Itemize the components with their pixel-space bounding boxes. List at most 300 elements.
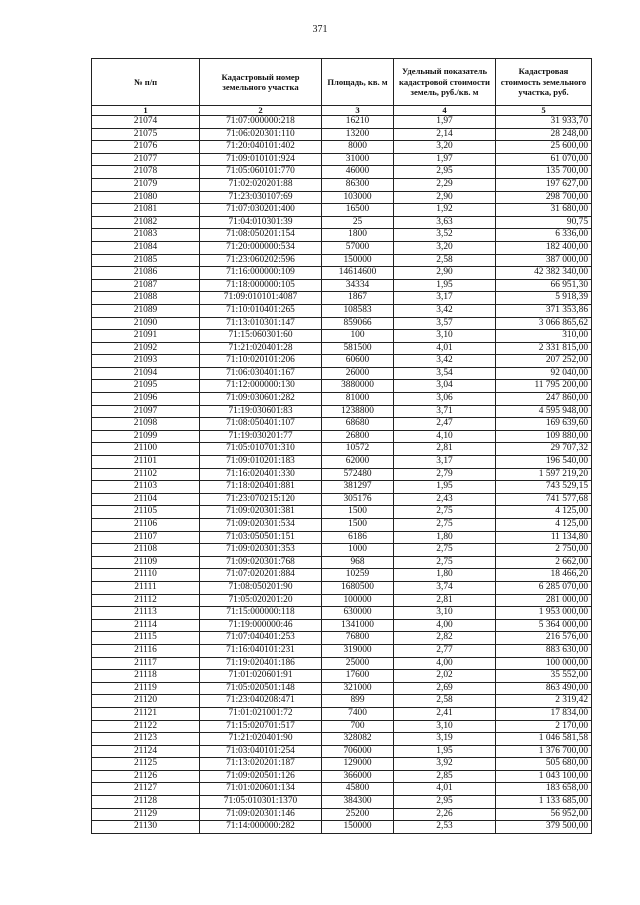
cadastral-number-cell: 71:09:020301:353 bbox=[200, 544, 322, 557]
area-cell: 68680 bbox=[322, 418, 394, 431]
area-cell: 26800 bbox=[322, 430, 394, 443]
unit-value-cell: 2,26 bbox=[394, 808, 496, 821]
unit-value-cell: 3,52 bbox=[394, 229, 496, 242]
row-number-cell: 21123 bbox=[92, 733, 200, 746]
cadastral-number-cell: 71:07:030201:400 bbox=[200, 204, 322, 217]
unit-value-cell: 2,69 bbox=[394, 682, 496, 695]
unit-value-cell: 2,02 bbox=[394, 670, 496, 683]
unit-value-cell: 1,80 bbox=[394, 569, 496, 582]
row-number-cell: 21092 bbox=[92, 342, 200, 355]
table-row bbox=[92, 153, 592, 166]
unit-value-cell: 2,41 bbox=[394, 707, 496, 720]
unit-value-cell: 2,82 bbox=[394, 632, 496, 645]
cadastral-value-cell: 61 070,00 bbox=[496, 153, 592, 166]
unit-value-cell: 4,00 bbox=[394, 619, 496, 632]
page-number: 371 bbox=[312, 24, 328, 35]
row-number-cell: 21095 bbox=[92, 380, 200, 393]
table-row bbox=[92, 216, 592, 229]
unit-value-cell: 3,57 bbox=[394, 317, 496, 330]
area-cell: 81000 bbox=[322, 393, 394, 406]
cadastral-value-cell: 25 600,00 bbox=[496, 141, 592, 154]
table-row bbox=[92, 707, 592, 720]
unit-value-cell: 3,74 bbox=[394, 581, 496, 594]
table-row bbox=[92, 191, 592, 204]
table-row bbox=[92, 607, 592, 620]
unit-value-cell: 2,95 bbox=[394, 166, 496, 179]
row-number-cell: 21081 bbox=[92, 204, 200, 217]
area-cell: 129000 bbox=[322, 758, 394, 771]
row-number-cell: 21110 bbox=[92, 569, 200, 582]
cadastral-number-cell: 71:09:010201:183 bbox=[200, 456, 322, 469]
cadastral-value-cell: 56 952,00 bbox=[496, 808, 592, 821]
cadastral-value-cell: 741 577,68 bbox=[496, 493, 592, 506]
row-number-cell: 21090 bbox=[92, 317, 200, 330]
cadastral-number-cell: 71:14:000000:282 bbox=[200, 821, 322, 834]
cadastral-value-cell: 1 043 100,00 bbox=[496, 770, 592, 783]
table-row bbox=[92, 367, 592, 380]
area-cell: 1867 bbox=[322, 292, 394, 305]
area-cell: 7400 bbox=[322, 707, 394, 720]
cadastral-number-cell: 71:07:040401:253 bbox=[200, 632, 322, 645]
area-cell: 60600 bbox=[322, 355, 394, 368]
area-cell: 25 bbox=[322, 216, 394, 229]
cadastral-number-cell: 71:07:000000:218 bbox=[200, 116, 322, 129]
cadastral-value-cell: 92 040,00 bbox=[496, 367, 592, 380]
column-number: 4 bbox=[394, 106, 496, 116]
cadastral-value-cell: 2 319,42 bbox=[496, 695, 592, 708]
row-number-cell: 21126 bbox=[92, 770, 200, 783]
table-row bbox=[92, 770, 592, 783]
cadastral-value-cell: 298 700,00 bbox=[496, 191, 592, 204]
area-cell: 25200 bbox=[322, 808, 394, 821]
row-number-cell: 21087 bbox=[92, 279, 200, 292]
cadastral-number-cell: 71:23:030107:69 bbox=[200, 191, 322, 204]
row-number-cell: 21107 bbox=[92, 531, 200, 544]
unit-value-cell: 1,97 bbox=[394, 153, 496, 166]
table-row bbox=[92, 178, 592, 191]
area-cell: 859066 bbox=[322, 317, 394, 330]
row-number-cell: 21112 bbox=[92, 594, 200, 607]
cadastral-value-cell: 31 933,70 bbox=[496, 116, 592, 129]
row-number-cell: 21078 bbox=[92, 166, 200, 179]
area-cell: 581500 bbox=[322, 342, 394, 355]
area-cell: 46000 bbox=[322, 166, 394, 179]
unit-value-cell: 4,01 bbox=[394, 783, 496, 796]
row-number-cell: 21077 bbox=[92, 153, 200, 166]
unit-value-cell: 3,54 bbox=[394, 367, 496, 380]
row-number-cell: 21100 bbox=[92, 443, 200, 456]
cadastral-value-cell: 135 700,00 bbox=[496, 166, 592, 179]
cadastral-value-cell: 109 880,00 bbox=[496, 430, 592, 443]
table-row bbox=[92, 279, 592, 292]
area-cell: 13200 bbox=[322, 128, 394, 141]
row-number-cell: 21094 bbox=[92, 367, 200, 380]
table-row bbox=[92, 304, 592, 317]
row-number-cell: 21119 bbox=[92, 682, 200, 695]
cadastral-value-cell: 207 252,00 bbox=[496, 355, 592, 368]
unit-value-cell: 2,75 bbox=[394, 519, 496, 532]
table-row bbox=[92, 544, 592, 557]
row-number-cell: 21128 bbox=[92, 796, 200, 809]
table-row bbox=[92, 481, 592, 494]
area-cell: 10259 bbox=[322, 569, 394, 582]
table-row bbox=[92, 808, 592, 821]
area-cell: 26000 bbox=[322, 367, 394, 380]
cadastral-value-cell: 90,75 bbox=[496, 216, 592, 229]
cadastral-value-cell: 197 627,00 bbox=[496, 178, 592, 191]
area-cell: 17600 bbox=[322, 670, 394, 683]
cadastral-value-cell: 11 795 200,00 bbox=[496, 380, 592, 393]
table-row bbox=[92, 506, 592, 519]
table-row bbox=[92, 430, 592, 443]
table-row bbox=[92, 569, 592, 582]
cadastral-value-cell: 216 576,00 bbox=[496, 632, 592, 645]
unit-value-cell: 3,04 bbox=[394, 380, 496, 393]
row-number-cell: 21111 bbox=[92, 581, 200, 594]
cadastral-number-cell: 71:06:020301:110 bbox=[200, 128, 322, 141]
unit-value-cell: 1,80 bbox=[394, 531, 496, 544]
cadastral-number-cell: 71:08:050201:90 bbox=[200, 581, 322, 594]
cadastral-value-cell: 1 597 219,20 bbox=[496, 468, 592, 481]
row-number-cell: 21120 bbox=[92, 695, 200, 708]
cadastral-value-cell: 505 680,00 bbox=[496, 758, 592, 771]
unit-value-cell: 3,10 bbox=[394, 720, 496, 733]
cadastral-value-cell: 18 466,20 bbox=[496, 569, 592, 582]
table-row bbox=[92, 355, 592, 368]
cadastral-number-cell: 71:19:000000:46 bbox=[200, 619, 322, 632]
table-row bbox=[92, 531, 592, 544]
row-number-cell: 21113 bbox=[92, 607, 200, 620]
cadastral-value-cell: 183 658,00 bbox=[496, 783, 592, 796]
cadastral-value-cell: 6 285 070,00 bbox=[496, 581, 592, 594]
column-number: 5 bbox=[496, 106, 592, 116]
table-row bbox=[92, 493, 592, 506]
area-cell: 62000 bbox=[322, 456, 394, 469]
cadastral-value-cell: 17 834,00 bbox=[496, 707, 592, 720]
table-row bbox=[92, 456, 592, 469]
row-number-cell: 21076 bbox=[92, 141, 200, 154]
table-row bbox=[92, 682, 592, 695]
unit-value-cell: 4,01 bbox=[394, 342, 496, 355]
cadastral-number-cell: 71:09:020301:146 bbox=[200, 808, 322, 821]
unit-value-cell: 2,81 bbox=[394, 594, 496, 607]
area-cell: 305176 bbox=[322, 493, 394, 506]
unit-value-cell: 3,10 bbox=[394, 607, 496, 620]
cadastral-number-cell: 71:05:010701:310 bbox=[200, 443, 322, 456]
cadastral-value-cell: 743 529,15 bbox=[496, 481, 592, 494]
cadastral-number-cell: 71:09:020301:768 bbox=[200, 556, 322, 569]
area-cell: 100000 bbox=[322, 594, 394, 607]
cadastral-value-cell: 1 953 000,00 bbox=[496, 607, 592, 620]
cadastral-value-cell: 3 066 865,62 bbox=[496, 317, 592, 330]
cadastral-number-cell: 71:16:040101:231 bbox=[200, 644, 322, 657]
unit-value-cell: 2,14 bbox=[394, 128, 496, 141]
row-number-cell: 21086 bbox=[92, 267, 200, 280]
cadastral-number-cell: 71:03:050501:151 bbox=[200, 531, 322, 544]
table-body bbox=[92, 116, 592, 834]
cadastral-value-cell: 66 951,30 bbox=[496, 279, 592, 292]
cadastral-number-cell: 71:08:050201:154 bbox=[200, 229, 322, 242]
cadastral-number-cell: 71:10:010401:265 bbox=[200, 304, 322, 317]
unit-value-cell: 1,95 bbox=[394, 279, 496, 292]
unit-value-cell: 1,97 bbox=[394, 116, 496, 129]
cadastral-value-cell: 2 750,00 bbox=[496, 544, 592, 557]
table-row bbox=[92, 128, 592, 141]
unit-value-cell: 1,95 bbox=[394, 481, 496, 494]
unit-value-cell: 2,58 bbox=[394, 254, 496, 267]
table-row bbox=[92, 695, 592, 708]
row-number-cell: 21109 bbox=[92, 556, 200, 569]
table-row bbox=[92, 821, 592, 834]
area-cell: 1000 bbox=[322, 544, 394, 557]
table-row bbox=[92, 519, 592, 532]
cadastral-number-cell: 71:05:020501:148 bbox=[200, 682, 322, 695]
row-number-cell: 21074 bbox=[92, 116, 200, 129]
row-number-cell: 21129 bbox=[92, 808, 200, 821]
cadastral-number-cell: 71:20:000000:534 bbox=[200, 241, 322, 254]
area-cell: 108583 bbox=[322, 304, 394, 317]
unit-value-cell: 3,17 bbox=[394, 456, 496, 469]
area-cell: 700 bbox=[322, 720, 394, 733]
header-area: Площадь, кв. м bbox=[322, 59, 394, 106]
unit-value-cell: 2,90 bbox=[394, 191, 496, 204]
cadastral-number-cell: 71:08:050401:107 bbox=[200, 418, 322, 431]
cadastral-number-cell: 71:07:020201:884 bbox=[200, 569, 322, 582]
cadastral-value-cell: 379 500,00 bbox=[496, 821, 592, 834]
cadastral-value-cell: 4 125,00 bbox=[496, 519, 592, 532]
cadastral-number-cell: 71:16:000000:109 bbox=[200, 267, 322, 280]
area-cell: 1500 bbox=[322, 506, 394, 519]
table-row bbox=[92, 796, 592, 809]
unit-value-cell: 3,42 bbox=[394, 355, 496, 368]
table-row bbox=[92, 720, 592, 733]
table-row bbox=[92, 254, 592, 267]
area-cell: 34334 bbox=[322, 279, 394, 292]
area-cell: 10572 bbox=[322, 443, 394, 456]
unit-value-cell: 2,43 bbox=[394, 493, 496, 506]
table-row bbox=[92, 443, 592, 456]
unit-value-cell: 2,75 bbox=[394, 544, 496, 557]
area-cell: 630000 bbox=[322, 607, 394, 620]
area-cell: 1341000 bbox=[322, 619, 394, 632]
area-cell: 706000 bbox=[322, 745, 394, 758]
row-number-cell: 21106 bbox=[92, 519, 200, 532]
table-row bbox=[92, 116, 592, 129]
table-row bbox=[92, 758, 592, 771]
cadastral-value-cell: 2 170,00 bbox=[496, 720, 592, 733]
cadastral-number-cell: 71:13:020201:187 bbox=[200, 758, 322, 771]
table-row bbox=[92, 229, 592, 242]
row-number-cell: 21118 bbox=[92, 670, 200, 683]
table-row bbox=[92, 241, 592, 254]
unit-value-cell: 2,58 bbox=[394, 695, 496, 708]
cadastral-number-cell: 71:01:020601:134 bbox=[200, 783, 322, 796]
table-row bbox=[92, 594, 592, 607]
row-number-cell: 21084 bbox=[92, 241, 200, 254]
cadastral-number-cell: 71:05:020201:20 bbox=[200, 594, 322, 607]
area-cell: 1500 bbox=[322, 519, 394, 532]
cadastral-value-cell: 42 382 340,00 bbox=[496, 267, 592, 280]
unit-value-cell: 3,17 bbox=[394, 292, 496, 305]
table-row bbox=[92, 783, 592, 796]
row-number-cell: 21127 bbox=[92, 783, 200, 796]
cadastral-number-cell: 71:18:020401:881 bbox=[200, 481, 322, 494]
area-cell: 899 bbox=[322, 695, 394, 708]
row-number-cell: 21091 bbox=[92, 330, 200, 343]
cadastral-number-cell: 71:04:010301:39 bbox=[200, 216, 322, 229]
cadastral-value-cell: 863 490,00 bbox=[496, 682, 592, 695]
area-cell: 16210 bbox=[322, 116, 394, 129]
unit-value-cell: 3,20 bbox=[394, 141, 496, 154]
row-number-cell: 21075 bbox=[92, 128, 200, 141]
row-number-cell: 21125 bbox=[92, 758, 200, 771]
row-number-cell: 21116 bbox=[92, 644, 200, 657]
unit-value-cell: 2,53 bbox=[394, 821, 496, 834]
table-row bbox=[92, 418, 592, 431]
cadastral-number-cell: 71:23:040208:471 bbox=[200, 695, 322, 708]
cadastral-value-cell: 371 353,86 bbox=[496, 304, 592, 317]
row-number-cell: 21097 bbox=[92, 405, 200, 418]
area-cell: 384300 bbox=[322, 796, 394, 809]
row-number-cell: 21115 bbox=[92, 632, 200, 645]
area-cell: 150000 bbox=[322, 254, 394, 267]
cadastral-number-cell: 71:09:020301:381 bbox=[200, 506, 322, 519]
cadastral-number-cell: 71:21:020401:90 bbox=[200, 733, 322, 746]
unit-value-cell: 3,63 bbox=[394, 216, 496, 229]
cadastral-number-cell: 71:02:020201:88 bbox=[200, 178, 322, 191]
row-number-cell: 21088 bbox=[92, 292, 200, 305]
row-number-cell: 21085 bbox=[92, 254, 200, 267]
cadastral-value-cell: 5 918,39 bbox=[496, 292, 592, 305]
cadastral-value-cell: 6 336,00 bbox=[496, 229, 592, 242]
area-cell: 381297 bbox=[322, 481, 394, 494]
table-row bbox=[92, 619, 592, 632]
area-cell: 150000 bbox=[322, 821, 394, 834]
cadastral-number-cell: 71:18:000000:105 bbox=[200, 279, 322, 292]
row-number-cell: 21117 bbox=[92, 657, 200, 670]
row-number-cell: 21099 bbox=[92, 430, 200, 443]
table-row bbox=[92, 393, 592, 406]
cadastral-number-cell: 71:15:020701:517 bbox=[200, 720, 322, 733]
unit-value-cell: 2,90 bbox=[394, 267, 496, 280]
cadastral-number-cell: 71:09:020501:126 bbox=[200, 770, 322, 783]
table-row bbox=[92, 317, 592, 330]
table-row bbox=[92, 342, 592, 355]
unit-value-cell: 1,92 bbox=[394, 204, 496, 217]
table-row bbox=[92, 292, 592, 305]
row-number-cell: 21121 bbox=[92, 707, 200, 720]
area-cell: 3880000 bbox=[322, 380, 394, 393]
row-number-cell: 21114 bbox=[92, 619, 200, 632]
column-number: 2 bbox=[200, 106, 322, 116]
table-row bbox=[92, 166, 592, 179]
unit-value-cell: 3,71 bbox=[394, 405, 496, 418]
row-number-cell: 21105 bbox=[92, 506, 200, 519]
cadastral-value-cell: 2 662,00 bbox=[496, 556, 592, 569]
row-number-cell: 21130 bbox=[92, 821, 200, 834]
cadastral-value-cell: 35 552,00 bbox=[496, 670, 592, 683]
cadastral-value-cell: 247 860,00 bbox=[496, 393, 592, 406]
unit-value-cell: 4,00 bbox=[394, 657, 496, 670]
area-cell: 1680500 bbox=[322, 581, 394, 594]
area-cell: 319000 bbox=[322, 644, 394, 657]
cadastral-number-cell: 71:19:030601:83 bbox=[200, 405, 322, 418]
cadastral-value-cell: 5 364 000,00 bbox=[496, 619, 592, 632]
cadastral-number-cell: 71:10:020101:206 bbox=[200, 355, 322, 368]
cadastral-value-cell: 31 680,00 bbox=[496, 204, 592, 217]
table-row bbox=[92, 141, 592, 154]
cadastral-number-cell: 71:09:010101:924 bbox=[200, 153, 322, 166]
cadastral-value-cell: 4 595 948,00 bbox=[496, 405, 592, 418]
area-cell: 45800 bbox=[322, 783, 394, 796]
cadastral-value-cell: 387 000,00 bbox=[496, 254, 592, 267]
row-number-cell: 21103 bbox=[92, 481, 200, 494]
unit-value-cell: 2,79 bbox=[394, 468, 496, 481]
row-number-cell: 21096 bbox=[92, 393, 200, 406]
cadastral-value-cell: 281 000,00 bbox=[496, 594, 592, 607]
cadastral-number-cell: 71:13:010301:147 bbox=[200, 317, 322, 330]
unit-value-cell: 4,10 bbox=[394, 430, 496, 443]
unit-value-cell: 2,29 bbox=[394, 178, 496, 191]
unit-value-cell: 2,85 bbox=[394, 770, 496, 783]
table-row bbox=[92, 267, 592, 280]
table-header-row bbox=[92, 59, 592, 106]
cadastral-value-table bbox=[91, 58, 592, 834]
cadastral-number-cell: 71:23:070215:120 bbox=[200, 493, 322, 506]
column-number: 1 bbox=[92, 106, 200, 116]
cadastral-number-cell: 71:06:030401:167 bbox=[200, 367, 322, 380]
table-row bbox=[92, 644, 592, 657]
unit-value-cell: 2,75 bbox=[394, 506, 496, 519]
area-cell: 8000 bbox=[322, 141, 394, 154]
unit-value-cell: 2,81 bbox=[394, 443, 496, 456]
table-row bbox=[92, 330, 592, 343]
area-cell: 100 bbox=[322, 330, 394, 343]
table-row bbox=[92, 204, 592, 217]
area-cell: 57000 bbox=[322, 241, 394, 254]
cadastral-number-cell: 71:09:020301:534 bbox=[200, 519, 322, 532]
row-number-cell: 21104 bbox=[92, 493, 200, 506]
table-row bbox=[92, 405, 592, 418]
column-number: 3 bbox=[322, 106, 394, 116]
cadastral-value-cell: 1 046 581,58 bbox=[496, 733, 592, 746]
cadastral-number-cell: 71:20:040101:402 bbox=[200, 141, 322, 154]
unit-value-cell: 3,92 bbox=[394, 758, 496, 771]
cadastral-number-cell: 71:01:020601:91 bbox=[200, 670, 322, 683]
area-cell: 16500 bbox=[322, 204, 394, 217]
row-number-cell: 21122 bbox=[92, 720, 200, 733]
table-row bbox=[92, 733, 592, 746]
area-cell: 572480 bbox=[322, 468, 394, 481]
area-cell: 31000 bbox=[322, 153, 394, 166]
unit-value-cell: 2,77 bbox=[394, 644, 496, 657]
cadastral-value-cell: 2 331 815,00 bbox=[496, 342, 592, 355]
row-number-cell: 21080 bbox=[92, 191, 200, 204]
row-number-cell: 21093 bbox=[92, 355, 200, 368]
table-row bbox=[92, 657, 592, 670]
cadastral-number-cell: 71:05:060101:770 bbox=[200, 166, 322, 179]
cadastral-value-cell: 4 125,00 bbox=[496, 506, 592, 519]
table-row bbox=[92, 556, 592, 569]
unit-value-cell: 3,06 bbox=[394, 393, 496, 406]
table-row bbox=[92, 380, 592, 393]
cadastral-value-cell: 883 630,00 bbox=[496, 644, 592, 657]
header-cadastral-number: Кадастровый номер земельного участка bbox=[200, 59, 322, 106]
row-number-cell: 21089 bbox=[92, 304, 200, 317]
unit-value-cell: 3,42 bbox=[394, 304, 496, 317]
unit-value-cell: 1,95 bbox=[394, 745, 496, 758]
cadastral-number-cell: 71:23:060202:596 bbox=[200, 254, 322, 267]
